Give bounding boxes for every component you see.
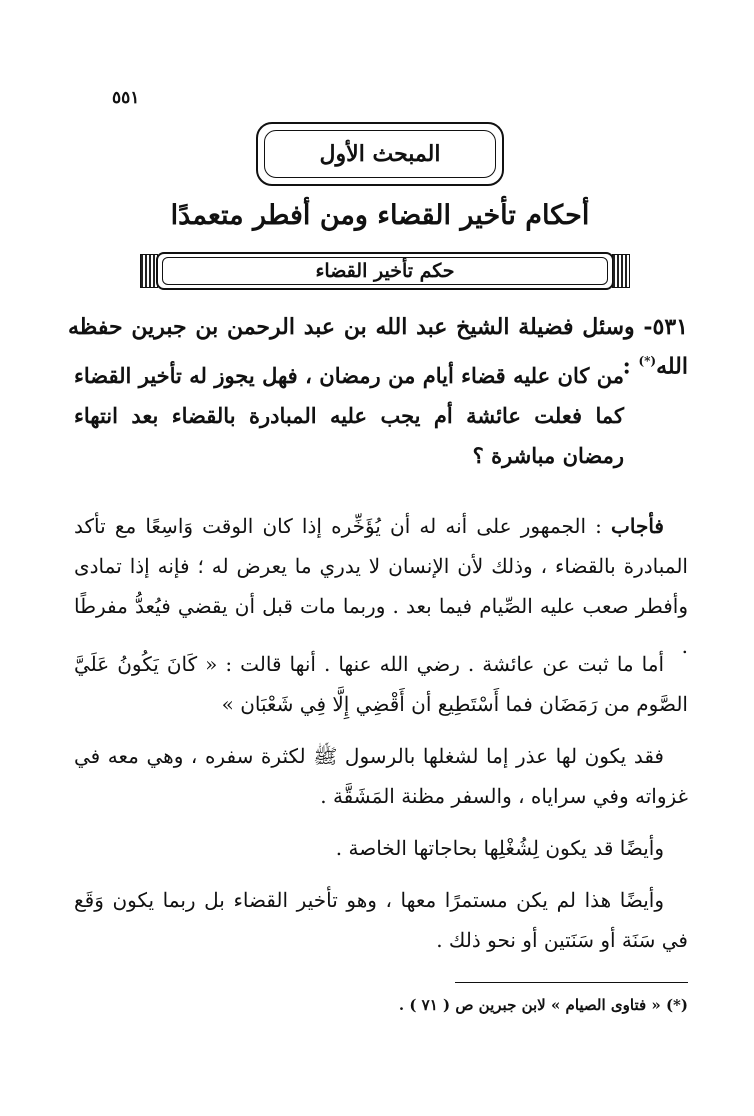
banner-body-inner xyxy=(162,257,608,285)
sub-heading: حكم تأخير القضاء xyxy=(315,260,455,282)
aisha-text: أما ما ثبت عن عائشة . رضي الله عنها . أنها قالت : « كَانَ يَكُونُ عَلَيَّ الصَّوم من رَمَضَان فما أَسْتَطِيع أن أَقْضِي إِلَّا فِي شَعْبَان » xyxy=(74,652,688,716)
main-title: أحكام تأخير القضاء ومن أفطر متعمدًا xyxy=(170,200,590,231)
question-text: من كان عليه قضاء أيام من رمضان ، فهل يجوز له تأخير القضاء كما فعلت عائشة أم يجب عليه المبادرة بالقضاء بعد انتهاء رمضان مباشرة ؟ xyxy=(74,363,624,468)
page-number: ٥٥١ xyxy=(112,88,140,108)
answer-text: : الجمهور على أنه له أن يُؤَخِّره إذا كان الوقت وَاسِعًا مع تأكد المبادرة بالقضاء ، وذلك لأن الإنسان لا يدري ما يعرض له ؛ فإنه إذا تمادى وأفطر صعب عليه الصِّيام فيما بعد . وربما مات قبل أن يقضي فيُعدُّ مفرطًا . xyxy=(74,514,688,658)
section-label: المبحث الأول xyxy=(319,141,441,167)
answer-lead: فأجاب xyxy=(611,514,664,538)
needs-text: وأيضًا قد يكون لِشُغْلِها بحاجاتها الخاصة . xyxy=(335,836,664,860)
aisha-paragraph xyxy=(74,644,688,724)
banner-body xyxy=(156,252,614,290)
sub-heading-banner xyxy=(140,252,630,290)
not-continuous-paragraph xyxy=(74,880,688,960)
not-continuous-text: وأيضًا هذا لم يكن مستمرًا معها ، وهو تأخير القضاء بل ربما يكون وَقَع في سَنَة أو سَنَتين أو نحو ذلك . xyxy=(74,888,688,952)
footnote-divider xyxy=(455,982,688,983)
banner-cap-right xyxy=(612,254,630,288)
excuse-text: فقد يكون لها عذر إما لشغلها بالرسول ﷺ لكثرة سفره ، وهي معه في غزواته وفي سراياه ، والسفر مظنة المَشَقَّة . xyxy=(74,744,688,808)
excuse-paragraph xyxy=(74,736,688,816)
section-frame-inner xyxy=(264,130,496,178)
section-frame xyxy=(256,122,504,186)
footnote-ref: (*) xyxy=(638,354,657,368)
question-colon: : xyxy=(622,353,639,380)
needs-paragraph xyxy=(74,828,688,868)
question-header-text: ٥٣١- وسئل فضيلة الشيخ عبد الله بن عبد الرحمن بن جبرين حفظه الله xyxy=(68,314,688,380)
answer-paragraph xyxy=(74,506,688,666)
footnote: (*) « فتاوى الصيام » لابن جبرين ص ( ٧١ ) . xyxy=(398,996,688,1014)
